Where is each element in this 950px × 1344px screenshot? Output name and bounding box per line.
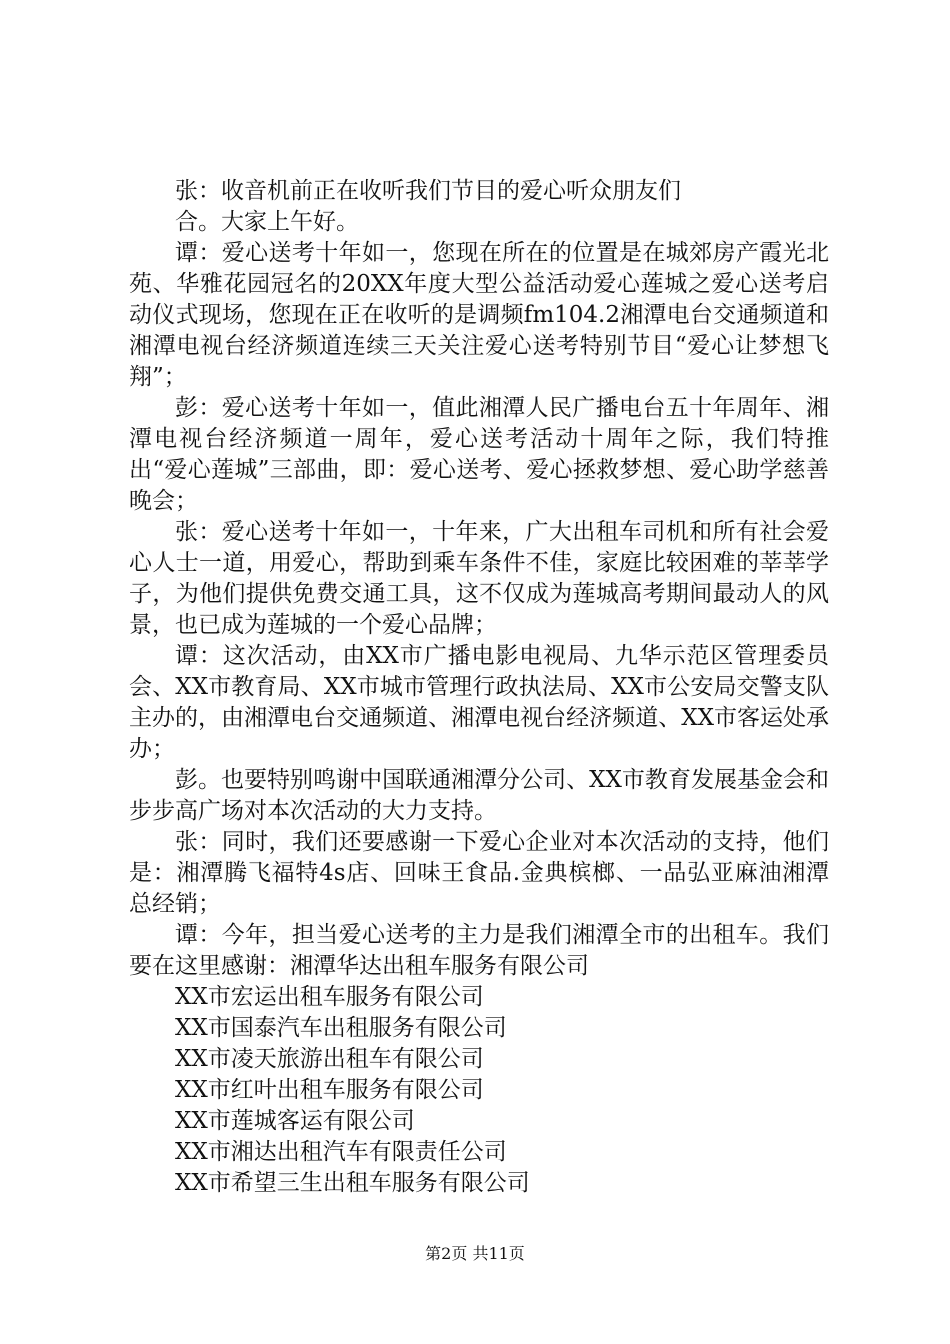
paragraph-zhang-taxi: 张：爱心送考十年如一，十年来，广大出租车司机和所有社会爱心人士一道，用爱心，帮助到乘车条件不佳，家庭比较困难的莘莘学子，为他们提供免费交通工具，这不仅成为莲城高考期间最动人的风景，也已成为莲城的一个爱心品牌； bbox=[129, 519, 829, 638]
paragraph-chorus-greeting: 合。大家上午好。 bbox=[175, 209, 359, 235]
company-list-item: XX市凌天旅游出租车有限公司 bbox=[175, 1046, 484, 1072]
paragraph-zhang-greeting: 张：收音机前正在收听我们节目的爱心听众朋友们 bbox=[175, 178, 681, 204]
paragraph-peng-thanks: 彭。也要特别鸣谢中国联通湘潭分公司、XX市教育发展基金会和步步高广场对本次活动的大力支持。 bbox=[129, 767, 829, 824]
company-list-item: XX市国泰汽车出租服务有限公司 bbox=[175, 1015, 507, 1041]
paragraph-tan-taxi-thanks: 谭：今年，担当爱心送考的主力是我们湘潭全市的出租车。我们要在这里感谢：湘潭华达出租车服务有限公司 bbox=[129, 922, 829, 979]
company-list-item: XX市湘达出租汽车有限责任公司 bbox=[175, 1139, 507, 1165]
paragraph-zhang-sponsors: 张：同时，我们还要感谢一下爱心企业对本次活动的支持，他们是：湘潭腾飞福特4s店、回味王食品.金典槟榔、一品弘亚麻油湘潭总经销； bbox=[129, 829, 829, 917]
paragraph-tan-intro: 谭：爱心送考十年如一，您现在所在的位置是在城郊房产霞光北苑、华雅花园冠名的20XX年度大型公益活动爱心莲城之爱心送考启动仪式现场，您现在正在收听的是调频fm104.2湘潭电台交通频道和湘潭电视台经济频道连续三天关注爱心送考特别节目“爱心让梦想飞翔”； bbox=[129, 240, 829, 390]
company-list-item: XX市红叶出租车服务有限公司 bbox=[175, 1077, 484, 1103]
company-list-item: XX市莲城客运有限公司 bbox=[175, 1108, 415, 1134]
company-list bbox=[129, 982, 829, 1199]
company-list-item: XX市宏运出租车服务有限公司 bbox=[175, 984, 484, 1010]
page-number-footer: 第2页 共11页 bbox=[425, 1244, 525, 1263]
company-list-item: XX市希望三生出租车服务有限公司 bbox=[175, 1170, 530, 1196]
paragraph-tan-organizers: 谭：这次活动，由XX市广播电影电视局、九华示范区管理委员会、XX市教育局、XX市城市管理行政执法局、XX市公安局交警支队主办的，由湘潭电台交通频道、湘潭电视台经济频道、XX市客运处承办； bbox=[129, 643, 829, 762]
paragraph-peng-intro: 彭：爱心送考十年如一，值此湘潭人民广播电台五十年周年、湘潭电视台经济频道一周年，爱心送考活动十周年之际，我们特推出“爱心莲城”三部曲，即：爱心送考、爱心拯救梦想、爱心助学慈善晚会； bbox=[129, 395, 829, 514]
document-body bbox=[129, 176, 829, 1199]
